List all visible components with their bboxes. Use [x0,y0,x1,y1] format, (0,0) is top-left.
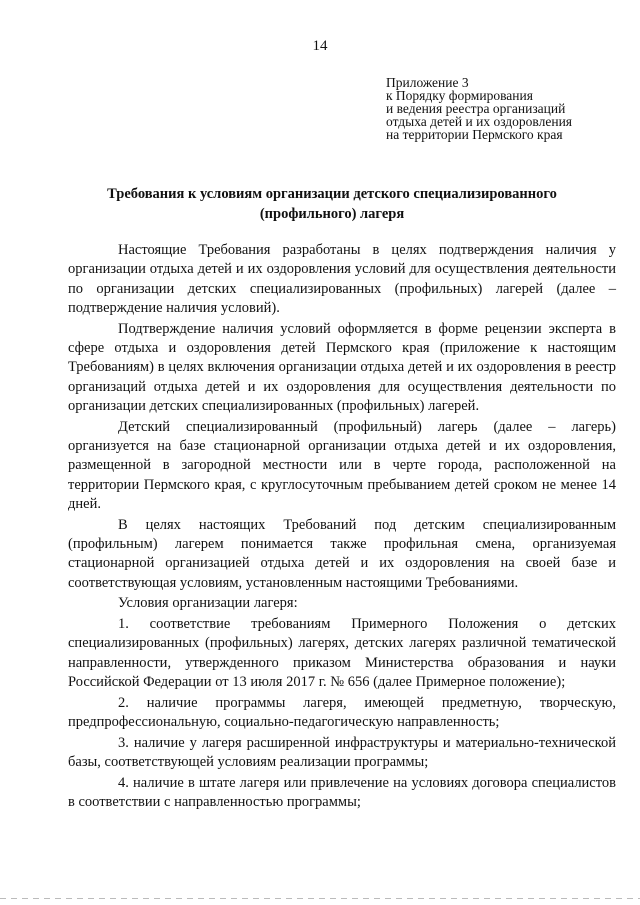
paragraph-confirmation: Подтверждение наличия условий оформляется в форме рецензии эксперта в сфере отдыха и оздоровления детей Пермского края (приложение к настоящим Требованиям) в целях включения организации отдыха детей и их оздоровления в реестр организаций отдыха детей и их оздоровления для осуществления деятельности по организации детских специализированных (профильных) лагерей. [68,320,616,414]
title-line: (профильного) лагеря [259,206,405,222]
paragraph-intro: Настоящие Требования разработаны в целях подтверждения наличия у организации отдыха детей и их оздоровления условий для осуществления деятельности по организации детских специализированных (профильных) лагерей (далее – подтверждение наличия условий). [68,242,616,316]
condition-item-1: 1. соответствие требованиям Примерного Положения о детских специализированных (профильных) лагерях, детских лагерях различной тематической направленности, утвержденного приказом Министерства образования и науки Российской Федерации от 13 июля 2017 г. № 656 (далее Примерное положение); [68,616,616,691]
appendix-line: к Порядку формирования [386,88,533,103]
condition-item-3: 3. наличие у лагеря расширенной инфраструктуры и материально-технической базы, соответствующей условиям реализации программы; [68,734,616,771]
document-body [68,241,616,813]
condition-item-2: 2. наличие программы лагеря, имеющей предметную, творческую, предпрофессиональную, социально-педагогическую направленность; [68,694,616,731]
condition-item-4: 4. наличие в штате лагеря или привлечение на условиях договора специалистов в соответствии с направленностью программы; [68,775,616,811]
page-number: 14 [312,38,328,54]
paragraph-conditions-heading: Условия организации лагеря: [118,595,298,612]
appendix-line: отдыха детей и их оздоровления [386,114,573,129]
document-title [60,184,604,224]
scan-edge-line [0,898,640,899]
appendix-note [386,76,631,141]
appendix-line: и ведения реестра организаций [386,101,566,116]
appendix-line: Приложение 3 [386,75,469,90]
appendix-line: на территории Пермского края [386,127,563,142]
paragraph-profile-shift: В целях настоящих Требований под детским специализированным (профильным) лагерем понимается также профильная смена, организуемая стационарной организацией отдыха детей и их оздоровления на своей базе и соответствующая условиям, установленным настоящими Требованиями. [68,516,616,591]
paragraph-camp-definition: Детский специализированный (профильный) лагерь (далее – лагерь) организуется на базе стационарной организации отдыха детей и их оздоровления, размещенной в загородной местности или в черте города, расположенной на территории Пермского края, с круглосуточным пребыванием детей сроком не менее 14 дней. [68,418,616,512]
title-line: Требования к условиям организации детского специализированного [107,186,557,202]
